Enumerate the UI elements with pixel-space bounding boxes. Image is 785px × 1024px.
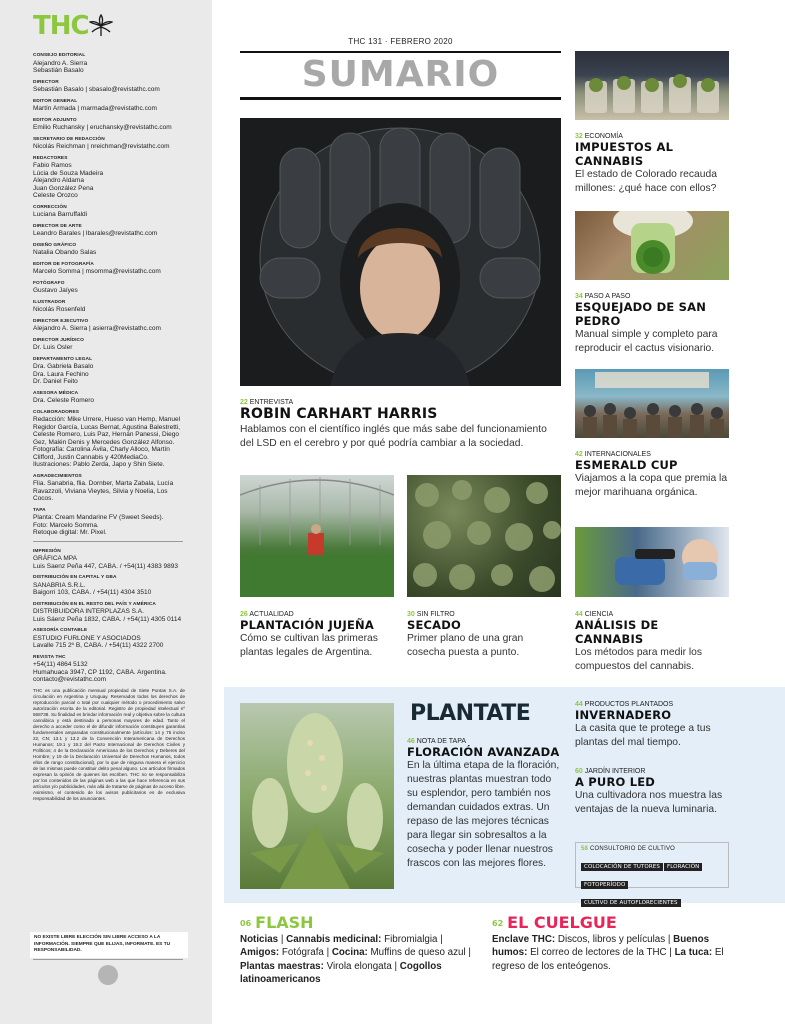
thc-logo-text: THC: [33, 11, 89, 41]
article-title: IMPUESTOS AL CANNABIS: [575, 140, 674, 168]
content-label: Noticias: [240, 933, 279, 945]
credit-line: Dra. Laura Fechino: [33, 370, 89, 378]
consultorio-tag[interactable]: CULTIVO DE AUTOFLORECIENTES: [581, 899, 681, 907]
credit-group: [33, 117, 185, 132]
credit-heading: ILUSTRADOR: [33, 299, 66, 305]
credit-line: Marcelo Somma | msomma@revistathc.com: [33, 268, 161, 275]
credit-heading: AGRADECIMIENTOS: [33, 473, 82, 479]
section-label: INTERNACIONALES: [584, 451, 651, 458]
credit-line: GRÁFICA MPA: [33, 555, 77, 562]
article-section: [575, 133, 729, 140]
article-description: Primer plano de una gran cosecha puesta a punto.: [407, 633, 524, 658]
credit-line: Ilustraciones: Pablo Zerda, Japo y Shin Siete.: [33, 461, 165, 468]
credit-line: Dra. Celeste Romero: [33, 397, 95, 404]
article-title: PLANTACIÓN JUJEÑA: [240, 618, 374, 632]
credit-group: [33, 574, 185, 597]
crowd-illustration: [575, 369, 729, 438]
lab-illustration: [575, 527, 729, 597]
flower-bud-illustration: [240, 703, 394, 889]
robin-photo: [240, 118, 561, 386]
credit-line: Retoque digital: Mr. Pixel.: [33, 529, 107, 536]
section-label: JARDÍN INTERIOR: [584, 768, 646, 775]
credit-heading: DIRECTOR: [33, 79, 59, 85]
credit-group: [33, 654, 185, 684]
flash-header: [240, 914, 478, 933]
article-puroled[interactable]: [575, 768, 729, 817]
flash-section[interactable]: [240, 914, 478, 987]
credit-line: Alejandro A. Sierra: [33, 59, 88, 67]
credits-divider: [33, 541, 183, 542]
section-title: EL CUELGUE: [507, 913, 617, 932]
secado-photo: [407, 475, 561, 597]
article-title: FLORACIÓN AVANZADA: [407, 745, 560, 759]
article-title: ANÁLISIS DE CANNABIS: [575, 618, 659, 646]
esquejado-photo: [575, 211, 729, 280]
content-text: Fibromialgia |: [381, 933, 443, 945]
section-label: ECONOMÍA: [584, 133, 623, 140]
page-number: 58: [581, 846, 589, 852]
article-description: En la última etapa de la floración, nuestras plantas muestran todo su esplendor, pero también nos demandan cuidados extras. Un repaso de las mejores técnicas para llegar sin sobresaltos a la cosecha y poder llenar nuestros frascos con las mejores flores.: [407, 760, 560, 869]
credit-group: [33, 52, 185, 75]
article-description: El estado de Colorado recauda millones: ¿qué hace con ellos?: [575, 169, 717, 194]
greenhouse-illustration: [240, 475, 394, 597]
article-title: ESMERALD CUP: [575, 458, 678, 472]
credit-heading: ASESORÍA CONTABLE: [33, 628, 88, 633]
credit-heading: DEPARTAMENTO LEGAL: [33, 356, 93, 362]
credit-line: Baigorri 103, CABA. / +54(11) 4304 3510: [33, 589, 152, 596]
sidebar-divider: [33, 959, 183, 960]
article-description: Cómo se cultivan las primeras plantas legales de Argentina.: [240, 633, 378, 658]
article-description: Manual simple y completo para reproducir el cactus visionario.: [575, 329, 718, 354]
page-number: 62: [492, 918, 504, 928]
section-label: PASO A PASO: [584, 293, 631, 300]
cuelgue-section[interactable]: [492, 914, 732, 973]
article-robin[interactable]: [240, 399, 561, 451]
content-text: Discos, libros y películas |: [555, 933, 674, 945]
credit-heading: FOTÓGRAFO: [33, 280, 65, 286]
credit-line: Natalia Obando Salas: [33, 249, 97, 256]
credit-heading: TAPA: [33, 507, 46, 513]
credit-group: [33, 98, 185, 113]
section-label: PRODUCTOS PLANTADOS: [584, 701, 674, 708]
section-title: FLASH: [255, 913, 314, 932]
credit-line: SANABRIA S.R.L.: [33, 581, 86, 589]
floracion-photo: [240, 703, 394, 889]
page-number: 60: [575, 768, 583, 775]
impuestos-photo: [575, 51, 729, 120]
page-number: 26: [240, 611, 248, 618]
cannabis-leaf-icon: [89, 14, 113, 38]
page-number: 22: [240, 399, 248, 406]
credit-group: [33, 204, 185, 219]
legal-text: THC es una publicación mensual propiedad de Siete Puntas S.A. de circulación en Argentina y Uruguay. Reservados todos los derechos de reproducción parcial o total por cualquier método o procedimiento salvo autorización escrita de la editorial. Registro de propiedad intelectual nº 568738. Su finalidad es brindar información real y objetiva sobre la cultura cannábica y está destinada a personas mayores de edad. Tanto el derecho a acceder como el de difundir información constituyen garantías fundamentales amparadas constitucionalmente (artículos: 14 y 75 inciso 22, CN; 13.1 y 13.2 de la Convención Interamericana de Derechos Humanos; 19.1 y 19.2 del Pacto Internacional de Derechos Civiles y Políticos; 4 de la Declaración Americana de los Derechos y Deberes del Hombre; y 19 de la Declaración Universal de Derechos Humanos, todos ellos de rango constitucional), por lo que de ninguna manera el ejercicio de las mismas puede constituir delito penal alguno. Los artículos firmados expresan la opinión de quienes los escriben. THC no se responsabiliza por los contenidos de las páginas web a las que hace referencia en sus artículos y/o publicidades, más allá de tratarse de páginas de acceso libre. Asimismo, el contenido de los avisos publicitarios es de exclusiva responsabilidad de los anunciantes.: [33, 687, 185, 801]
disclaimer-box: NO EXISTE LIBRE ELECCIÓN SIN LIBRE ACCESO A LA INFORMACIÓN. SIEMPRE QUE ELIJAS, INFORMATE. ES TU RESPONSABILIDAD.: [30, 932, 188, 958]
plantate-logo: PLANTATE: [410, 701, 531, 726]
content-text: Virola elongata |: [323, 960, 400, 972]
article-esmerald[interactable]: [575, 451, 729, 500]
portrait-illustration: [240, 118, 561, 386]
consultorio-title: CONSULTORIO DE CULTIVO: [589, 846, 676, 852]
credit-group: [33, 548, 185, 571]
content-label: La tuca:: [674, 947, 713, 958]
article-invernadero[interactable]: [575, 701, 729, 750]
content-label: Cannabis medicinal:: [286, 933, 382, 945]
credit-heading: IMPRESIÓN: [33, 548, 61, 554]
cuelgue-contents: [492, 933, 732, 974]
masthead-rule-top: [240, 51, 561, 53]
page-number: 34: [575, 293, 583, 300]
credit-group: [33, 79, 185, 94]
credit-heading: DIRECTOR JURÍDICO: [33, 337, 84, 343]
content-text: |: [278, 933, 287, 945]
credit-line: Leandro Barales | lbarales@revistathc.com: [33, 230, 158, 237]
section-label: NOTA DE TAPA: [416, 738, 467, 745]
credit-heading: SECRETARIO DE REDACCIÓN: [33, 136, 105, 142]
article-description: Los métodos para medir los compuestos del cannabis.: [575, 647, 703, 672]
cactus-illustration: [575, 211, 729, 280]
credit-line: Redacción: Mike Urrere, Hueso van Hemp, Manuel Regidor García, Lucas Bernat, Agustina Balestretti, Celeste Romero, Luis Paz, Hernán Panessi, Diego Gez, Malén Denis y Mercedes González Alfonso.: [33, 416, 181, 446]
content-label: Cocina:: [331, 947, 368, 958]
content-text: Fotógrafa |: [279, 947, 332, 958]
section-label: ENTREVISTA: [249, 399, 294, 406]
plantacion-photo: [240, 475, 394, 597]
credit-line: Fotografía: Carolina Ávila, Charly Alloco, Martín Clifford, Justin Cannabis y 420MediaCo.: [33, 446, 170, 461]
credit-group: [33, 223, 185, 238]
credit-heading: EDITOR GENERAL: [33, 98, 78, 104]
credit-line: DISTRIBUIDORA INTERPLAZAS S.A.: [33, 608, 144, 615]
article-description: Una cultivadora nos muestra las ventajas de la nueva luminaria.: [575, 790, 723, 815]
credit-line: Flia. Sanabria, flia. Dornber, Marta Zabala, Lucía Ravazzoli, Viviana Vieytes, Silvia y Noelia, Los Cocos.: [33, 480, 174, 502]
content-text: Muffins de queso azul |: [367, 947, 471, 958]
credit-line: Sebastián Basalo: [33, 67, 84, 74]
buds-illustration: [407, 475, 561, 597]
credit-heading: REVISTA THC: [33, 654, 66, 660]
flash-contents: [240, 933, 478, 987]
jars-illustration: [575, 51, 729, 120]
credit-group: [33, 390, 185, 405]
credit-line: contacto@revistathc.com: [33, 676, 107, 683]
credit-group: [33, 155, 185, 200]
sidebar: [0, 0, 212, 1024]
article-title: ROBIN CARHART HARRIS: [240, 406, 438, 422]
consultorio-tag[interactable]: FLORACIÓN: [664, 863, 702, 871]
page-number: 30: [407, 611, 415, 618]
credit-heading: DISTRIBUCIÓN EN EL RESTO DEL PAÍS Y AMÉRICA: [33, 601, 156, 607]
consultorio-tags: [581, 855, 723, 909]
consultorio-box[interactable]: [575, 842, 729, 906]
credit-heading: COLABORADORES: [33, 409, 80, 415]
article-description: Hablamos con el científico inglés que más sabe del funcionamiento del LSD en el cerebro y por qué podría cambiar a la sociedad.: [240, 424, 547, 449]
page-number: 32: [575, 133, 583, 140]
content-label: Cogollos latinoamericanos: [240, 960, 442, 985]
article-esquejado[interactable]: [575, 293, 729, 356]
article-plantacion[interactable]: [240, 611, 394, 660]
thc-logo: [33, 12, 89, 40]
credit-line: Celeste Orozco: [33, 192, 78, 199]
consultorio-tag[interactable]: FOTOPERÍODO: [581, 881, 628, 889]
article-analisis[interactable]: [575, 611, 729, 674]
content-label: Plantas maestras:: [240, 960, 324, 972]
credit-heading: DISEÑO GRÁFICO: [33, 242, 77, 248]
credits-list: [33, 52, 185, 802]
credit-group: [33, 627, 185, 650]
credit-line: Planta: Cream Mandarine FV (Sweet Seeds).: [33, 514, 164, 521]
credit-line: Foto: Marcelo Somma.: [33, 521, 99, 529]
credit-group: [33, 261, 185, 276]
credit-line: Juan González Pena: [33, 184, 94, 192]
credit-group: [33, 473, 185, 503]
credit-group: [33, 337, 185, 352]
content-label: Enclave THC:: [492, 933, 556, 945]
issue-line: THC 131 · FEBRERO 2020: [348, 37, 453, 46]
page-number: 46: [407, 738, 415, 745]
credit-heading: CORRECCIÓN: [33, 204, 67, 210]
page-number: 44: [575, 701, 583, 708]
section-label: CIENCIA: [584, 611, 614, 618]
credit-group: [33, 356, 185, 386]
credit-line: Alejandro Aldama: [33, 177, 84, 184]
cuelgue-header: [492, 914, 732, 933]
credit-line: Luis Sáenz Peña 1832, CABA. / +54(11) 4305 0114: [33, 615, 182, 623]
credit-heading: CONSEJO EDITORIAL: [33, 53, 86, 58]
credit-heading: DIRECTOR EJECUTIVO: [33, 318, 89, 324]
article-title: ESQUEJADO DE SAN PEDRO: [575, 300, 707, 328]
credit-line: Dr. Daniel Feito: [33, 378, 78, 385]
content-text: El regreso de los enteógenos.: [492, 947, 724, 972]
content-label: Buenos humos:: [492, 933, 710, 958]
credit-group: [33, 299, 185, 314]
credit-line: Lavalle 715 2º B, CABA. / +54(11) 4322 2700: [33, 642, 164, 649]
content-label: Amigos:: [240, 947, 280, 958]
credit-heading: ASESORA MÉDICA: [33, 390, 79, 396]
credit-heading: EDITOR ADJUNTO: [33, 117, 77, 123]
page-number: 42: [575, 451, 583, 458]
credit-line: Martín Armada | marmada@revistathc.com: [33, 105, 157, 112]
credit-group: [33, 601, 185, 624]
article-description: Viajamos a la copa que premia la mejor marihuana orgánica.: [575, 473, 728, 498]
sidebar-dot-ornament: [98, 965, 118, 985]
credit-group: [33, 242, 185, 257]
credit-line: Lúcia de Souza Madeira: [33, 169, 104, 177]
credit-line: Alejandro A. Sierra | asierra@revistathc.com: [33, 325, 161, 332]
article-title: A PURO LED: [575, 775, 656, 789]
page-number: 06: [240, 918, 252, 928]
credit-line: Emilio Ruchansky | eruchansky@revistathc.com: [33, 124, 172, 131]
esmerald-photo: [575, 369, 729, 438]
credit-line: Dra. Gabriela Basalo: [33, 363, 94, 370]
credit-heading: EDITOR DE FOTOGRAFÍA: [33, 261, 94, 267]
article-secado[interactable]: [407, 611, 561, 660]
credit-line: Dr. Luis Osler: [33, 344, 73, 351]
article-description: La casita que te protege a tus plantas del mal tiempo.: [575, 723, 711, 748]
credit-line: +54(11) 4864 5132: [33, 661, 88, 668]
content-text: El correo de lectores de la THC |: [527, 947, 675, 958]
credit-line: Luciana Barruffaldi: [33, 211, 88, 218]
credit-group: [33, 409, 185, 469]
credit-line: Nicolás Reichman | nreichman@revistathc.com: [33, 143, 170, 150]
credit-group: [33, 280, 185, 295]
credit-group: [33, 507, 185, 537]
credit-line: Humahuaca 3947, CP 1192, CABA. Argentina.: [33, 668, 167, 676]
article-impuestos[interactable]: [575, 133, 729, 196]
article-title: INVERNADERO: [575, 708, 672, 722]
masthead-rule-bottom: [240, 97, 561, 100]
credit-heading: DISTRIBUCIÓN EN CAPITAL Y GBA: [33, 575, 117, 580]
credit-group: [33, 136, 185, 151]
section-label: SIN FILTRO: [416, 611, 455, 618]
credit-line: Gustavo Jaíyes: [33, 287, 78, 294]
credit-heading: DIRECTOR DE ARTE: [33, 223, 82, 229]
page-title: SUMARIO: [301, 54, 500, 95]
page-number: 44: [575, 611, 583, 618]
article-floracion[interactable]: [407, 738, 561, 871]
analisis-photo: [575, 527, 729, 597]
credit-line: Fabio Ramos: [33, 162, 72, 169]
article-title: SECADO: [407, 618, 462, 632]
consultorio-tag[interactable]: COLOCACIÓN DE TUTORES: [581, 863, 663, 871]
credit-line: Luis Saenz Peña 447, CABA. / +54(11) 4383 9893: [33, 562, 178, 570]
credit-line: ESTUDIO FURLONE Y ASOCIADOS: [33, 634, 141, 642]
section-label: ACTUALIDAD: [249, 611, 294, 618]
credit-line: Sebastián Basalo | sbasalo@revistathc.com: [33, 86, 160, 93]
credit-line: Nicolás Rosenfeld: [33, 306, 86, 313]
credit-heading: REDACTORES: [33, 155, 68, 161]
credit-group: [33, 318, 185, 333]
